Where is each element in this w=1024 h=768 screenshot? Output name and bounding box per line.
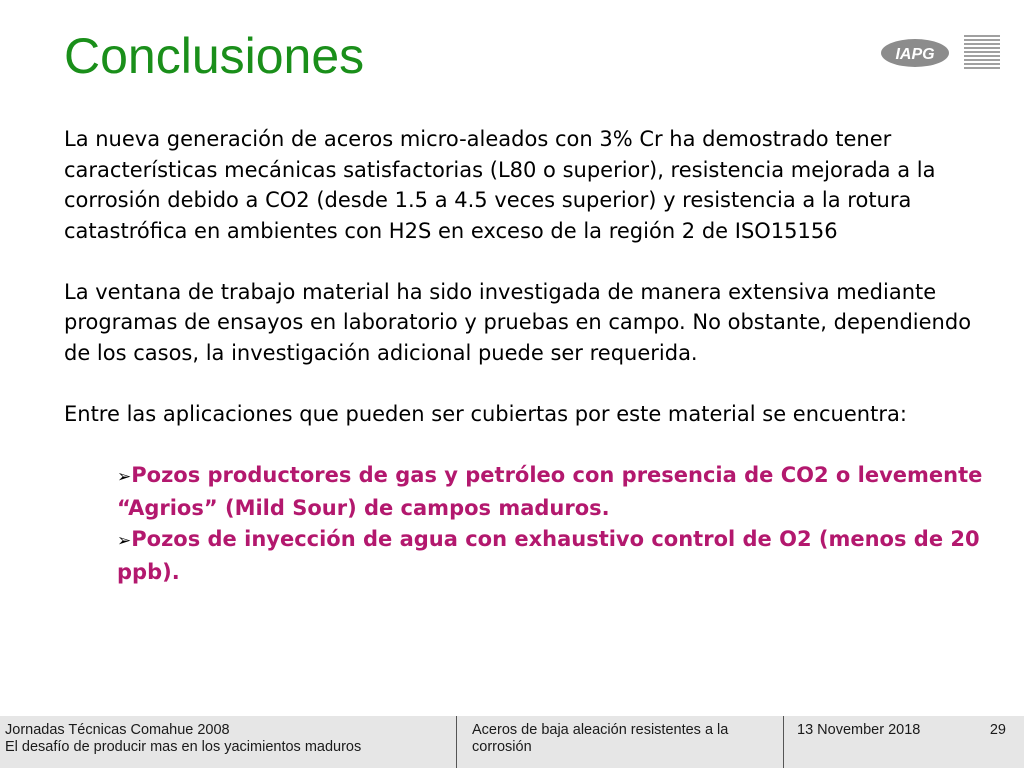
bullet-item bbox=[117, 460, 997, 524]
bullet-text: Pozos de inyección de agua con exhaustivo control de O2 (menos de 20 ppb). bbox=[117, 526, 980, 584]
footer-divider bbox=[783, 716, 784, 768]
arrow-bullet-icon: ➢ bbox=[117, 466, 132, 487]
footer-bar bbox=[0, 716, 1024, 768]
paragraph-2: La ventana de trabajo material ha sido investigada de manera extensiva mediante programas de ensayos en laboratorio y pruebas en campo. No obstante, dependiendo de los casos, la investigación adicional puede ser requerida. bbox=[64, 279, 972, 365]
logo-text: IAPG bbox=[895, 46, 935, 63]
arrow-bullet-icon: ➢ bbox=[117, 530, 132, 551]
footer-divider bbox=[456, 716, 457, 768]
slide-body bbox=[64, 124, 994, 588]
stripes-emblem bbox=[962, 35, 1002, 71]
paragraph-3: Entre las aplicaciones que pueden ser cubiertas por este material se encuentra: bbox=[64, 401, 907, 426]
bullet-list bbox=[117, 460, 997, 588]
footer-event-title: Jornadas Técnicas Comahue 2008 bbox=[5, 722, 230, 738]
footer-event-subtitle: El desafío de producir mas en los yacimientos maduros bbox=[5, 739, 362, 755]
bullet-text: Pozos productores de gas y petróleo con presencia de CO2 o levemente “Agrios” (Mild Sour) de campos maduros. bbox=[117, 462, 983, 520]
footer-date: 13 November 2018 bbox=[797, 722, 921, 738]
page-number: 29 bbox=[989, 722, 1006, 738]
footer-event bbox=[5, 722, 445, 756]
paragraph-1: La nueva generación de aceros micro-aleados con 3% Cr ha demostrado tener características mecánicas satisfactorias (L80 o superior), resistencia mejorada a la corrosión debido a CO2 (desde 1.5 a 4.5 veces superior) y resistencia a la rotura catastrófica en ambientes con H2S en exceso de la región 2 de ISO15156 bbox=[64, 127, 936, 243]
footer-topic: Aceros de baja aleación resistentes a la corrosión bbox=[472, 722, 729, 755]
bullet-item bbox=[117, 524, 997, 588]
slide-title: Conclusiones bbox=[64, 28, 365, 84]
iapg-logo bbox=[880, 38, 950, 68]
